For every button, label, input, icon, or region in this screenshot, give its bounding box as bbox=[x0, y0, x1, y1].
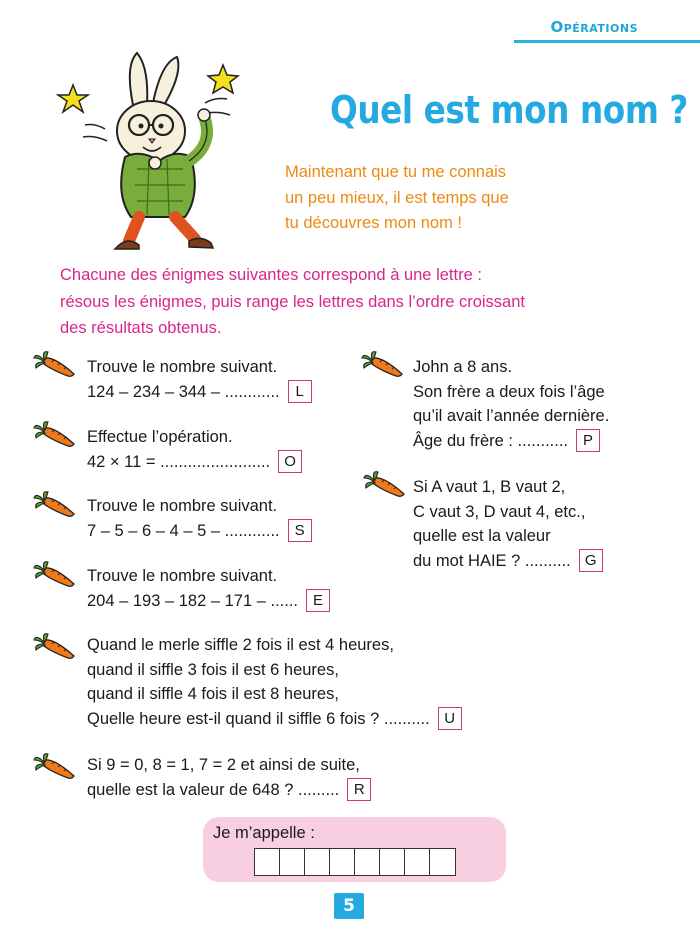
answer-label: Je m’appelle : bbox=[213, 824, 315, 842]
letter-box: P bbox=[576, 429, 600, 452]
intro-line: un peu mieux, il est temps que bbox=[285, 188, 509, 207]
instruction-line: Chacune des énigmes suivantes correspond à une lettre : bbox=[60, 266, 482, 284]
puzzle-5 bbox=[413, 355, 609, 453]
puzzle-text: Trouve le nombre suivant. bbox=[87, 567, 278, 585]
carrot-icon bbox=[32, 420, 78, 450]
puzzle-text: Si 9 = 0, 8 = 1, 7 = 2 et ainsi de suite, bbox=[87, 756, 360, 774]
intro-text bbox=[285, 160, 585, 237]
answer-cell[interactable] bbox=[380, 849, 405, 875]
puzzle-text: quand il siffle 4 fois il est 8 heures, bbox=[87, 685, 339, 703]
puzzle-text: C vaut 3, D vaut 4, etc., bbox=[413, 502, 586, 521]
puzzle-text: 204 – 193 – 182 – 171 – ...... bbox=[87, 591, 299, 610]
letter-box: O bbox=[278, 450, 302, 473]
header-rule bbox=[514, 40, 700, 43]
puzzle-1 bbox=[87, 355, 312, 404]
letter-box: G bbox=[579, 549, 603, 572]
answer-cell[interactable] bbox=[255, 849, 280, 875]
instruction-line: des résultats obtenus. bbox=[60, 319, 222, 337]
puzzle-text: Trouve le nombre suivant. bbox=[87, 358, 278, 376]
carrot-icon bbox=[362, 470, 408, 500]
puzzle-text: Âge du frère : ........... bbox=[413, 431, 568, 450]
puzzle-text: Quand le merle siffle 2 fois il est 4 heures, bbox=[87, 636, 394, 654]
answer-grid bbox=[254, 848, 456, 876]
puzzle-text: du mot HAIE ? .......... bbox=[413, 551, 571, 570]
puzzle-text: 42 × 11 = ........................ bbox=[87, 452, 271, 471]
star-icon bbox=[58, 85, 88, 112]
puzzle-text: Son frère a deux fois l’âge bbox=[413, 382, 605, 401]
puzzle-3 bbox=[87, 494, 312, 543]
puzzle-text: John a 8 ans. bbox=[413, 358, 513, 376]
puzzle-6 bbox=[413, 475, 603, 573]
puzzle-text: 7 – 5 – 6 – 4 – 5 – ............ bbox=[87, 521, 280, 540]
carrot-icon bbox=[32, 490, 78, 520]
page-number: 5 bbox=[334, 893, 364, 919]
puzzle-text: 124 – 234 – 344 – ............ bbox=[87, 382, 280, 401]
puzzle-7 bbox=[87, 633, 462, 731]
puzzle-text: quelle est la valeur bbox=[413, 527, 551, 545]
answer-cell[interactable] bbox=[280, 849, 305, 875]
carrot-icon bbox=[32, 632, 78, 662]
carrot-icon bbox=[360, 350, 406, 380]
puzzle-text: quelle est la valeur de 648 ? ......... bbox=[87, 780, 340, 799]
answer-cell[interactable] bbox=[330, 849, 355, 875]
carrot-icon bbox=[32, 560, 78, 590]
puzzle-text: qu’il avait l’année dernière. bbox=[413, 407, 610, 425]
instructions bbox=[60, 262, 660, 342]
rabbit-illustration bbox=[55, 45, 270, 260]
puzzle-text: Effectue l’opération. bbox=[87, 428, 233, 446]
puzzle-4 bbox=[87, 564, 330, 613]
answer-cell[interactable] bbox=[405, 849, 430, 875]
answer-cell[interactable] bbox=[355, 849, 380, 875]
instruction-line: résous les énigmes, puis range les lettres dans l’ordre croissant bbox=[60, 292, 525, 311]
letter-box: R bbox=[347, 778, 371, 801]
carrot-icon bbox=[32, 350, 78, 380]
puzzle-2 bbox=[87, 425, 302, 474]
puzzle-text: Trouve le nombre suivant. bbox=[87, 497, 278, 515]
letter-box: S bbox=[288, 519, 312, 542]
letter-box: U bbox=[438, 707, 462, 730]
puzzle-text: Si A vaut 1, B vaut 2, bbox=[413, 478, 566, 496]
answer-cell[interactable] bbox=[305, 849, 330, 875]
letter-box: L bbox=[288, 380, 312, 403]
puzzle-text: Quelle heure est-il quand il siffle 6 fois ? .......... bbox=[87, 709, 430, 728]
letter-box: E bbox=[306, 589, 330, 612]
puzzle-8 bbox=[87, 753, 371, 802]
answer-panel bbox=[203, 817, 506, 882]
page-title: Quel est mon nom ? bbox=[330, 88, 688, 132]
intro-line: tu découvres mon nom ! bbox=[285, 214, 463, 232]
carrot-icon bbox=[32, 752, 78, 782]
section-header: Opérations bbox=[550, 18, 638, 36]
star-icon bbox=[208, 65, 238, 93]
answer-cell[interactable] bbox=[430, 849, 455, 875]
puzzle-text: quand il siffle 3 fois il est 6 heures, bbox=[87, 660, 339, 679]
intro-line: Maintenant que tu me connais bbox=[285, 163, 507, 181]
